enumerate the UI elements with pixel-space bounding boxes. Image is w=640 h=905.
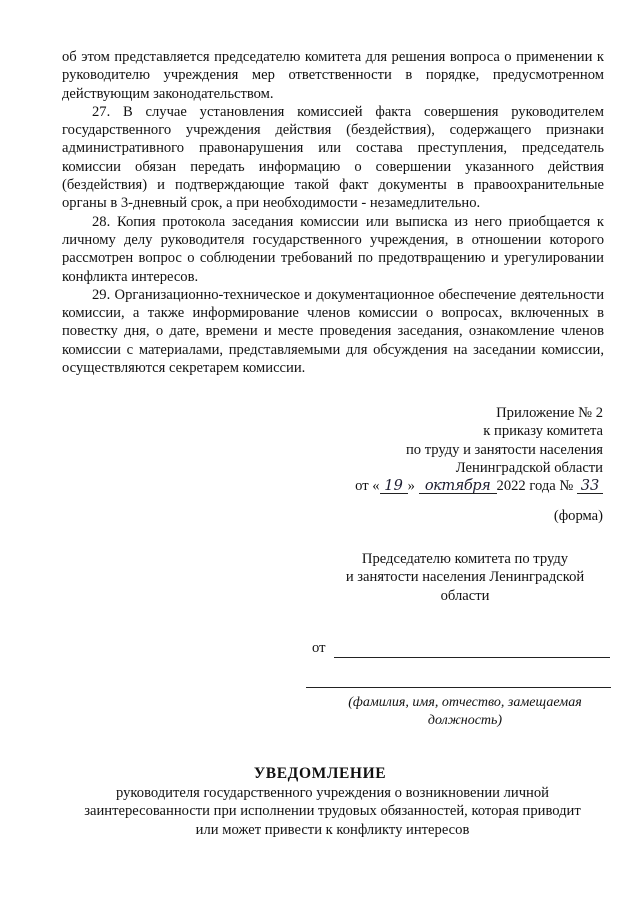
order-number-handwritten: 33 [577, 479, 603, 494]
form-label: (форма) [553, 508, 603, 524]
appendix-date-line [355, 477, 603, 495]
addressee-block [305, 550, 625, 605]
addressee-line-2: и занятости населения Ленинградской [345, 569, 585, 586]
date-day-handwritten: 19 [380, 479, 408, 494]
appendix-committee: по труду и занятости населения [405, 441, 603, 458]
date-month-handwritten: октября [419, 479, 497, 494]
appendix-header [355, 404, 603, 495]
date-mid: » [407, 478, 415, 495]
from-field [312, 640, 612, 657]
appendix-order-ref: к приказу комитета [483, 423, 603, 440]
appendix-region: Ленинградской области [455, 459, 603, 476]
notice-title: УВЕДОМЛЕНИЕ [253, 765, 387, 782]
regulation-body [62, 48, 604, 377]
notice-line-3: или может привести к конфликту интересов [195, 821, 470, 838]
appendix-number: Приложение № 2 [496, 405, 603, 421]
from-blank-line [334, 657, 610, 658]
paragraph-27: 27. В случае установления комиссией факта совершения руководителем государственного учреждения действия (бездействия), содержащего признаки административного правонарушения или состава преступления, председатель комиссии обязан передать информацию о совершении указанного действия (бездействия) и подтверждающие такой факт документы в правоохранительные органы в 3-дневный срок, а при необходимости - незамедлительно. [62, 103, 604, 212]
from-label: от [312, 640, 326, 656]
paragraph-28: 28. Копия протокола заседания комиссии или выписка из него приобщается к личному делу руководителя государственного учреждения, в отношении которого рассмотрен вопрос о соблюдении требований по предотвращению и урегулировании конфликта интересов. [62, 213, 604, 285]
date-prefix: от « [355, 478, 380, 495]
caption-line-2: должность) [427, 713, 503, 728]
notice-line-2: заинтересованности при исполнении трудовых обязанностей, которая приводит [84, 803, 581, 820]
notice-subtitle [60, 784, 605, 839]
addressee-line-1: Председателю комитета по труду [361, 551, 569, 567]
caption-line-1: (фамилия, имя, отчество, замещаемая [348, 695, 582, 710]
paragraph-continuation: об этом представляется председателю комитета для решения вопроса о применении к руководителю учреждения мер ответственности в порядке, предусмотренном действующим законодательством. [62, 49, 604, 102]
second-blank-line [306, 687, 611, 688]
date-suffix: 2022 года № [496, 478, 574, 495]
addressee-line-3: области [440, 587, 490, 604]
paragraph-29: 29. Организационно-техническое и документационное обеспечение деятельности комиссии, а также информирование членов комиссии о вопросах, включенных в повестку дня, о дате, времени и месте проведения заседания, ознакомление членов комиссии с материалами, представляемыми для обсуждения на заседании комиссии, осуществляются секретарем комиссии. [62, 286, 604, 377]
notice-line-1: руководителя государственного учреждения о возникновении личной [116, 785, 549, 801]
field-caption [320, 694, 610, 730]
